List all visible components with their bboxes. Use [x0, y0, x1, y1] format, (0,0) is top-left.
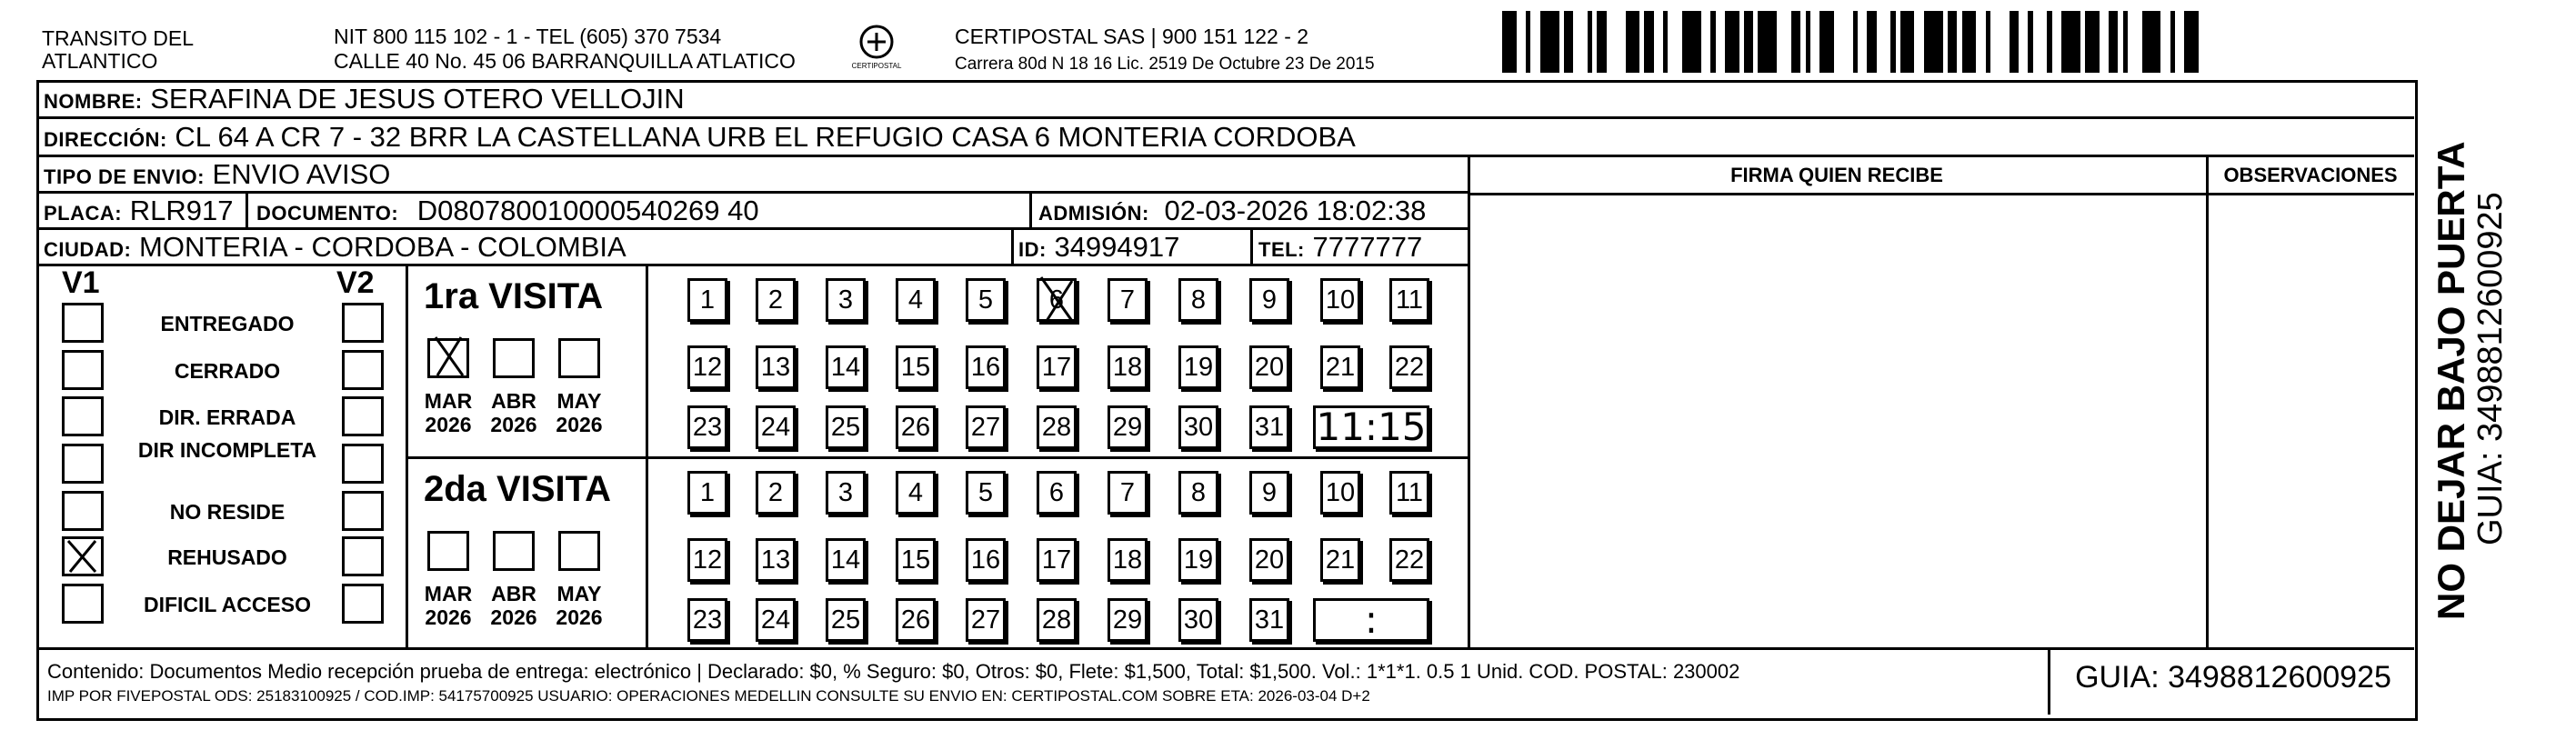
barcode-bar	[2142, 11, 2161, 73]
barcode-bar	[1810, 11, 1819, 73]
v1-checkbox-3[interactable]	[62, 444, 104, 484]
visit2-day-20[interactable]: 20	[1249, 538, 1289, 582]
status-label-3: DIR INCOMPLETA	[137, 438, 317, 462]
visit2-day-27[interactable]: 27	[966, 598, 1006, 642]
ciudad-label: CIUDAD:	[44, 238, 132, 261]
visit1-day-6[interactable]: 6	[1037, 278, 1077, 322]
warning-text: NO DEJAR BAJO PUERTA	[2430, 141, 2472, 620]
placa-label: PLACA:	[44, 202, 123, 225]
firma-label: FIRMA QUIEN RECIBE	[1730, 164, 1943, 186]
visit1-day-12[interactable]: 12	[687, 345, 727, 389]
barcode-bar	[1990, 11, 2010, 73]
barcode-bar	[2175, 11, 2184, 73]
barcode-bar	[1716, 11, 1725, 73]
visit1-day-7[interactable]: 7	[1108, 278, 1148, 322]
barcode-bar	[1626, 11, 1640, 73]
barcode-bar	[1758, 11, 1777, 73]
certipostal-logo-icon	[851, 22, 902, 76]
footer-content-line: Contenido: Documentos Medio recepción prueba de entrega: electrónico | Declarado: $0, % Seguro: $0, Otros: $0, Flete: $1,500, Total: $1,500. Vol.: 1*1*1. 0.5 1 Unid. COD. POSTAL: 230002	[47, 660, 1740, 683]
barcode-bar	[2052, 11, 2061, 73]
barcode-bar	[1725, 11, 1739, 73]
footer-print-line: IMP POR FIVEPOSTAL ODS: 25183100925 / COD.IMP: 54175700925 USUARIO: OPERACIONES MEDELLIN CONSULTE SU ENVIO EN: CERTIPOSTAL.COM SOBRE ETA: 2026-03-04 D+2	[47, 687, 1370, 705]
month-name: MAR	[424, 389, 473, 413]
ciudad-field	[44, 232, 626, 265]
id-field	[1018, 232, 1179, 265]
visit1-day-25[interactable]: 25	[826, 405, 866, 449]
admision-label: ADMISIÓN:	[1038, 202, 1149, 225]
barcode-bar	[1976, 11, 1985, 73]
visit1-day-2[interactable]: 2	[756, 278, 796, 322]
visit2-day-29[interactable]: 29	[1108, 598, 1148, 642]
visit2-day-26[interactable]: 26	[896, 598, 936, 642]
visit1-month-label-mar	[421, 389, 476, 436]
visit1-day-14[interactable]: 14	[826, 345, 866, 389]
visit2-month-box-may[interactable]	[558, 531, 600, 571]
visit2-day-30[interactable]: 30	[1178, 598, 1218, 642]
visit1-day-22[interactable]: 22	[1389, 345, 1429, 389]
status-label-6: DIFICIL ACCESO	[143, 593, 311, 616]
barcode-bar	[1597, 11, 1606, 73]
barcode-bar	[1867, 11, 1876, 73]
visit2-day-2[interactable]: 2	[756, 471, 796, 515]
barcode-bar	[1644, 11, 1653, 73]
barcode-bar	[1701, 11, 1710, 73]
direccion-label: DIRECCIÓN:	[44, 128, 167, 151]
visit1-day-1[interactable]: 1	[687, 278, 727, 322]
month-name: MAY	[556, 389, 602, 413]
month-year: 2026	[425, 413, 472, 436]
barcode-bar	[1654, 11, 1663, 73]
visit2-day-18[interactable]: 18	[1108, 538, 1148, 582]
visit2-day-22[interactable]: 22	[1389, 538, 1429, 582]
barcode-bar	[2109, 11, 2118, 73]
barcode-bar	[1877, 11, 1891, 73]
visit1-day-13[interactable]: 13	[756, 345, 796, 389]
admision-field	[1038, 195, 1426, 229]
barcode-bar	[1668, 11, 1682, 73]
visit2-month-label-abr	[486, 582, 541, 629]
barcode-bar	[1819, 11, 1834, 73]
barcode-bar	[2128, 11, 2142, 73]
v2-checkbox-2[interactable]	[342, 396, 384, 436]
visit-title-1: 1ra VISITA	[424, 276, 604, 316]
visit1-day-17[interactable]: 17	[1037, 345, 1077, 389]
status-label-1: CERRADO	[174, 359, 281, 383]
status-label-5: REHUSADO	[167, 545, 287, 569]
visit1-month-box-abr[interactable]	[493, 338, 535, 378]
month-year: 2026	[425, 605, 472, 629]
v2-checkbox-4[interactable]	[342, 491, 384, 531]
day-check-mark-icon	[1036, 274, 1079, 335]
visit1-day-15[interactable]: 15	[896, 345, 936, 389]
tel-label: TEL:	[1258, 238, 1305, 261]
barcode-bar	[1564, 11, 1573, 73]
barcode-bar	[1777, 11, 1791, 73]
visit2-day-8[interactable]: 8	[1178, 471, 1218, 515]
documento-label: DOCUMENTO:	[256, 202, 399, 225]
visit2-day-5[interactable]: 5	[966, 471, 1006, 515]
v1-checkbox-6[interactable]	[62, 584, 104, 624]
visit1-day-27[interactable]: 27	[966, 405, 1006, 449]
visit2-month-label-may	[552, 582, 606, 629]
month-name: ABR	[491, 582, 536, 605]
month-year: 2026	[490, 413, 537, 436]
direccion-field	[44, 122, 1356, 155]
barcode-bar	[1744, 11, 1753, 73]
visit2-month-box-abr[interactable]	[493, 531, 535, 571]
observaciones-label: OBSERVACIONES	[2223, 164, 2398, 186]
visit1-day-20[interactable]: 20	[1249, 345, 1289, 389]
barcode-bar	[1948, 11, 1957, 73]
barcode-bar	[1517, 11, 1526, 73]
visit1-day-4[interactable]: 4	[896, 278, 936, 322]
provider-line: CERTIPOSTAL SAS | 900 151 122 - 2	[955, 25, 1309, 48]
status-label-2: DIR. ERRADA	[158, 405, 296, 429]
visit1-day-28[interactable]: 28	[1037, 405, 1077, 449]
tipo-value: ENVIO AVISO	[212, 158, 391, 190]
barcode-bar	[2184, 11, 2199, 73]
barcode-bar	[1858, 11, 1867, 73]
barcode-bar	[1573, 11, 1588, 73]
status-label-4: NO RESIDE	[169, 500, 286, 524]
v2-checkbox-3[interactable]	[342, 444, 384, 484]
visit1-day-11[interactable]: 11	[1389, 278, 1429, 322]
nombre-value: SERAFINA DE JESUS OTERO VELLOJIN	[150, 83, 685, 115]
v1-checkbox-4[interactable]	[62, 491, 104, 531]
visit2-day-14[interactable]: 14	[826, 538, 866, 582]
barcode-bar	[2199, 11, 2203, 73]
documento-value: D080780010000540269 40	[416, 195, 759, 226]
visit2-day-16[interactable]: 16	[966, 538, 1006, 582]
visit2-month-label-mar	[421, 582, 476, 629]
visit2-day-3[interactable]: 3	[826, 471, 866, 515]
visit2-day-24[interactable]: 24	[756, 598, 796, 642]
visit1-day-9[interactable]: 9	[1249, 278, 1289, 322]
direccion-value: CL 64 A CR 7 - 32 BRR LA CASTELLANA URB EL REFUGIO CASA 6 MONTERIA CORDOBA	[175, 121, 1356, 153]
id-label: ID:	[1018, 238, 1047, 261]
visit1-month-box-mar[interactable]	[427, 338, 469, 378]
v2-label: V2	[336, 265, 375, 300]
visit2-day-12[interactable]: 12	[687, 538, 727, 582]
placa-field	[44, 195, 233, 229]
barcode-bar	[1924, 11, 1943, 73]
documento-field	[256, 195, 759, 229]
barcode-bar	[1962, 11, 1977, 73]
visit2-day-15[interactable]: 15	[896, 538, 936, 582]
visit1-time-box[interactable]: 11:15	[1313, 405, 1429, 449]
visit2-day-1[interactable]: 1	[687, 471, 727, 515]
ciudad-value: MONTERIA - CORDOBA - COLOMBIA	[139, 231, 626, 263]
visit-title-2: 2da VISITA	[424, 469, 611, 509]
month-year: 2026	[556, 605, 603, 629]
v2-checkbox-6[interactable]	[342, 584, 384, 624]
company-name: TRANSITO DEL ATLANTICO	[42, 26, 194, 73]
visit2-day-10[interactable]: 10	[1320, 471, 1360, 515]
nombre-field	[44, 84, 685, 117]
barcode-bar	[2061, 11, 2080, 73]
barcode-bar	[1791, 11, 1800, 73]
v1-checkbox-1[interactable]	[62, 350, 104, 390]
barcode-bar	[1834, 11, 1853, 73]
v1-label: V1	[62, 265, 100, 300]
month-year: 2026	[490, 605, 537, 629]
visit2-day-28[interactable]: 28	[1037, 598, 1077, 642]
barcode-bar	[1900, 11, 1915, 73]
address-line: CALLE 40 No. 45 06 BARRANQUILLA ATLATICO	[334, 49, 796, 73]
admision-value: 02-03-2026 18:02:38	[1164, 195, 1427, 226]
barcode-bar	[2033, 11, 2048, 73]
visit1-day-24[interactable]: 24	[756, 405, 796, 449]
visit2-day-13[interactable]: 13	[756, 538, 796, 582]
visit1-day-29[interactable]: 29	[1108, 405, 1148, 449]
footer-guia: GUIA: 3498812600925	[2075, 660, 2391, 695]
visit1-day-30[interactable]: 30	[1178, 405, 1218, 449]
placa-value: RLR917	[129, 195, 234, 226]
visit1-day-18[interactable]: 18	[1108, 345, 1148, 389]
v1-checkbox-2[interactable]	[62, 396, 104, 436]
v1-checkbox-5[interactable]	[62, 536, 104, 576]
visit1-day-8[interactable]: 8	[1178, 278, 1218, 322]
visit2-day-7[interactable]: 7	[1108, 471, 1148, 515]
visit1-day-23[interactable]: 23	[687, 405, 727, 449]
visit1-day-31[interactable]: 31	[1249, 405, 1289, 449]
v2-checkbox-1[interactable]	[342, 350, 384, 390]
v2-checkbox-0[interactable]	[342, 303, 384, 343]
visit2-day-19[interactable]: 19	[1178, 538, 1218, 582]
barcode-bar	[2100, 11, 2109, 73]
side-guia: GUIA: 3498812600925	[2471, 192, 2510, 545]
barcode-bar	[2160, 11, 2170, 73]
tel-field	[1258, 232, 1422, 265]
visit1-month-label-may	[552, 389, 606, 436]
visit2-day-4[interactable]: 4	[896, 471, 936, 515]
month-name: MAY	[556, 582, 602, 605]
visit2-day-25[interactable]: 25	[826, 598, 866, 642]
month-name: ABR	[491, 389, 536, 413]
visit1-day-3[interactable]: 3	[826, 278, 866, 322]
barcode-bar	[2010, 11, 2019, 73]
visit1-day-19[interactable]: 19	[1178, 345, 1218, 389]
license-line: Carrera 80d N 18 16 Lic. 2519 De Octubre 23 De 2015	[955, 55, 1375, 74]
nit-line: NIT 800 115 102 - 1 - TEL (605) 370 7534	[334, 25, 722, 48]
barcode-bar	[2019, 11, 2028, 73]
barcode-bar	[1607, 11, 1626, 73]
v1-checkbox-0[interactable]	[62, 303, 104, 343]
visit1-day-26[interactable]: 26	[896, 405, 936, 449]
visit1-day-16[interactable]: 16	[966, 345, 1006, 389]
visit2-day-21[interactable]: 21	[1320, 538, 1360, 582]
visit2-day-6[interactable]: 6	[1037, 471, 1077, 515]
tipo-field	[44, 159, 390, 193]
nombre-label: NOMBRE:	[44, 90, 143, 113]
visit2-day-11[interactable]: 11	[1389, 471, 1429, 515]
barcode-bar	[2085, 11, 2100, 73]
id-value: 34994917	[1054, 231, 1180, 263]
barcode	[1502, 11, 2204, 73]
visit2-day-31[interactable]: 31	[1249, 598, 1289, 642]
barcode-bar	[1682, 11, 1701, 73]
visit1-day-5[interactable]: 5	[966, 278, 1006, 322]
visit1-day-10[interactable]: 10	[1320, 278, 1360, 322]
visit2-day-9[interactable]: 9	[1249, 471, 1289, 515]
barcode-bar	[1502, 11, 1517, 73]
tel-value: 7777777	[1312, 231, 1423, 263]
visit2-time-box[interactable]: :	[1313, 598, 1429, 642]
visit2-day-17[interactable]: 17	[1037, 538, 1077, 582]
visit2-day-23[interactable]: 23	[687, 598, 727, 642]
v2-checkbox-5[interactable]	[342, 536, 384, 576]
barcode-bar	[1914, 11, 1923, 73]
visit1-month-box-may[interactable]	[558, 338, 600, 378]
status-label-0: ENTREGADO	[160, 312, 295, 335]
barcode-bar	[1530, 11, 1539, 73]
barcode-bar	[1540, 11, 1559, 73]
tipo-label: TIPO DE ENVIO:	[44, 165, 205, 188]
visit1-day-21[interactable]: 21	[1320, 345, 1360, 389]
month-name: MAR	[424, 582, 473, 605]
month-year: 2026	[556, 413, 603, 436]
visit1-month-label-abr	[486, 389, 541, 436]
visit2-month-box-mar[interactable]	[427, 531, 469, 571]
logo-text: CERTIPOSTAL	[851, 62, 902, 70]
